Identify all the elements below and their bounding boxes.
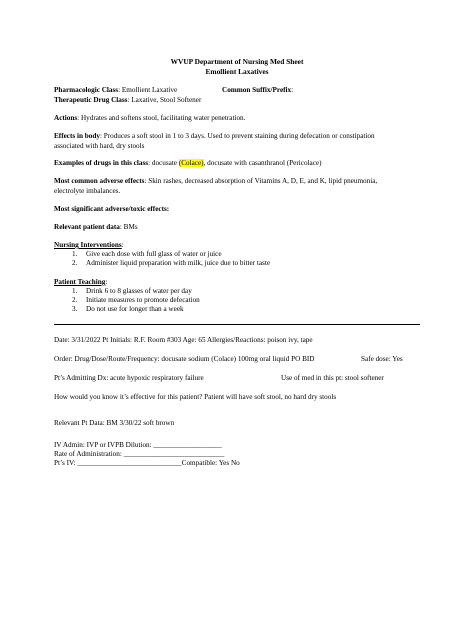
actions-label: Actions bbox=[54, 114, 78, 122]
teaching-label: Patient Teaching bbox=[54, 278, 106, 286]
toxic-value: : bbox=[166, 205, 170, 213]
patient-data-field bbox=[54, 223, 138, 232]
list-item: 2. Administer liquid preparation with milk, juice due to bitter taste bbox=[72, 259, 271, 267]
teaching-heading bbox=[54, 278, 107, 287]
examples-field bbox=[54, 159, 322, 168]
rate-of-administration: Rate of Administration: ____________________________ bbox=[54, 450, 225, 458]
iv-admin: IV Admin: IVP or IVPB Dilution: ___________________ bbox=[54, 441, 222, 449]
interventions-label: Nursing Interventions bbox=[54, 241, 122, 249]
examples-pre: : docusate bbox=[148, 159, 179, 167]
sheet-subtitle: Emollient Laxatives bbox=[205, 67, 269, 76]
toxic-label: Most significant adverse/toxic effects bbox=[54, 205, 167, 213]
pharm-class-value: : Emollient Laxative bbox=[118, 86, 178, 94]
relevant-pt-data: Relevant Pt Data: BM 3/30/22 soft brown bbox=[54, 419, 175, 427]
interventions-list bbox=[72, 250, 270, 268]
adverse-line1: : Skin rashes, decreased absorption of Vitamins A, D, E, and K, lipid pneumonia, bbox=[144, 177, 378, 185]
actions-value: : Hydrates and softens stool, facilitating water penetration. bbox=[77, 114, 246, 122]
effects-line1: : Produces a soft stool in 1 to 3 days. Used to prevent staining during defecation or constipation bbox=[99, 132, 375, 140]
date-line: Date: 3/31/2022 Pt Initials: R.F. Room #303 Age: 65 Allergies/Reactions: poison ivy, tape bbox=[54, 336, 313, 344]
order-line: Order: Drug/Dose/Route/Frequency: docusate sodium (Colace) 100mg oral liquid PO BID bbox=[54, 355, 315, 363]
effectiveness-question: How would you know it’s effective for this patient? Patient will have soft stool, no hard dry stools bbox=[54, 393, 337, 401]
effects-line2: associated with hard, dry stools bbox=[54, 142, 145, 150]
teaching-list bbox=[72, 287, 200, 314]
examples-highlight: (Colace) bbox=[178, 159, 204, 167]
actions-field bbox=[54, 114, 245, 123]
suffix-label: Common Suffix/Prefix bbox=[222, 86, 292, 94]
patient-data-value: : BMs bbox=[119, 223, 138, 231]
list-item: 1. Give each dose with full glass of water or juice bbox=[72, 250, 222, 258]
therapeutic-class-label: Therapeutic Drug Class bbox=[54, 96, 128, 104]
therapeutic-class-field bbox=[54, 96, 201, 105]
suffix-field bbox=[222, 86, 293, 95]
admitting-dx: Pt’s Admitting Dx: acute hypoxic respiratory failure bbox=[54, 374, 204, 382]
use-in-pt: Use of med in this pt: stool softener bbox=[281, 374, 384, 382]
examples-label: Examples of drugs in this class bbox=[54, 159, 149, 167]
adverse-label: Most common adverse effects bbox=[54, 177, 145, 185]
pharm-class-label: Pharmacologic Class bbox=[54, 86, 119, 94]
therapeutic-class-value: : Laxative, Stool Softener bbox=[127, 96, 202, 104]
interventions-heading bbox=[54, 241, 124, 250]
adverse-line2: electrolyte imbalances. bbox=[54, 187, 121, 195]
safe-dose: Safe dose: Yes bbox=[361, 355, 403, 363]
adverse-field bbox=[54, 177, 377, 186]
patient-data-label: Relevant patient data bbox=[54, 223, 120, 231]
effects-field bbox=[54, 132, 375, 141]
examples-post: , docusate with casanthranol (Pericolace) bbox=[203, 159, 322, 167]
toxic-field bbox=[54, 205, 169, 214]
list-item: 3. Do not use for longer than a week bbox=[72, 305, 184, 313]
pharm-class-field bbox=[54, 86, 177, 95]
list-item: 1. Drink 6 to 8 glasses of water per day bbox=[72, 287, 192, 295]
sheet-title: WVUP Department of Nursing Med Sheet bbox=[170, 57, 304, 66]
interventions-colon: : bbox=[121, 241, 124, 249]
suffix-value: : bbox=[291, 86, 294, 94]
list-item: 2. Initiate measures to promote defecation bbox=[72, 296, 200, 304]
section-divider bbox=[54, 324, 420, 325]
effects-label: Effects in body bbox=[54, 132, 100, 140]
teaching-colon: : bbox=[105, 278, 108, 286]
pt-iv: Pt’s IV: _____________________________Compatible: Yes No bbox=[54, 459, 240, 467]
